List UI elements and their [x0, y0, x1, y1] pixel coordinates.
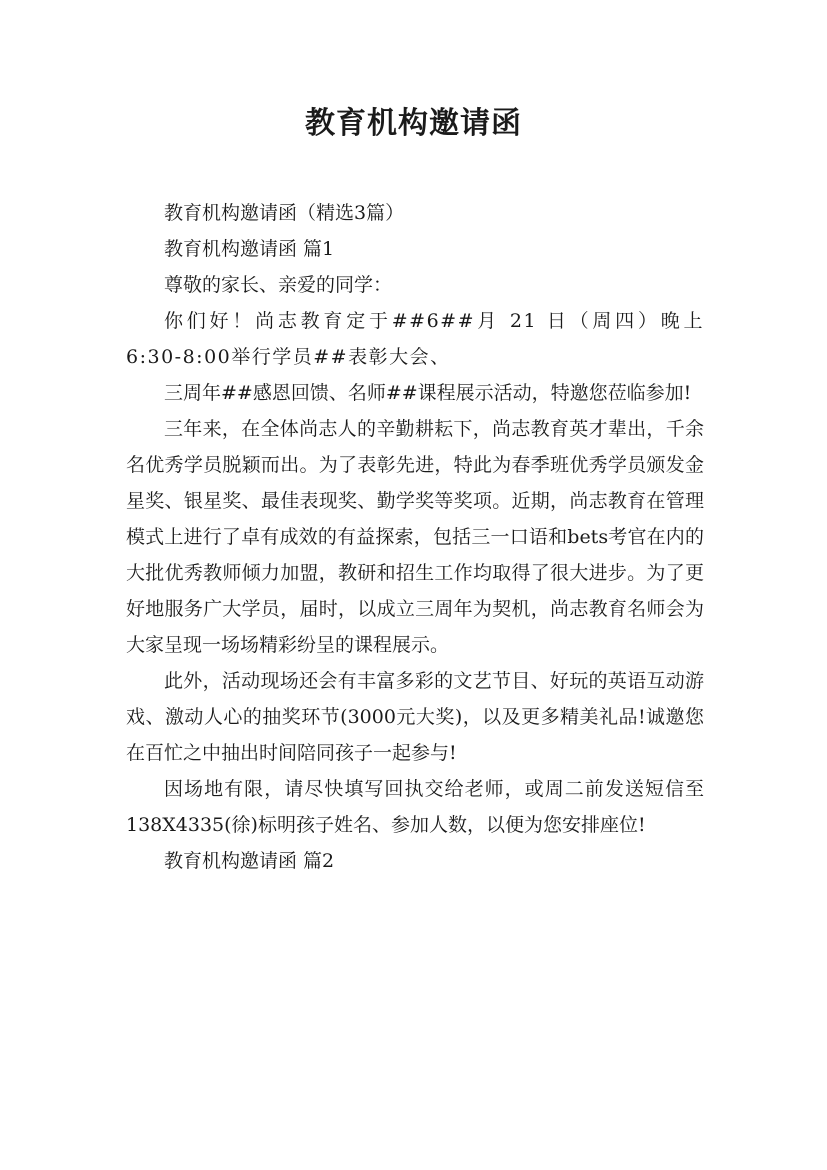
- paragraph-rsvp: 因场地有限，请尽快填写回执交给老师，或周二前发送短信至138X4335(徐)标明孩子姓名、参加人数，以便为您安排座位!: [126, 778, 704, 836]
- paragraph-event-invite: 三周年##感恩回馈、名师##课程展示活动，特邀您莅临参加!: [164, 382, 692, 404]
- section-heading-1: 教育机构邀请函 篇1: [164, 238, 335, 260]
- section-heading-2: 教育机构邀请函 篇2: [164, 850, 335, 872]
- document-body: [126, 195, 704, 879]
- paragraph-activities: 此外，活动现场还会有丰富多彩的文艺节目、好玩的英语互动游戏、激动人心的抽奖环节(3000元大奖)，以及更多精美礼品!诚邀您在百忙之中抽出时间陪同孩子一起参与!: [126, 670, 704, 764]
- paragraph-achievements: 三年来，在全体尚志人的辛勤耕耘下，尚志教育英才辈出，千余名优秀学员脱颖而出。为了表彰先进，特此为春季班优秀学员颁发金星奖、银星奖、最佳表现奖、勤学奖等奖项。近期，尚志教育在管理模式上进行了卓有成效的有益探索，包括三一口语和bets考官在内的大批优秀教师倾力加盟，教研和招生工作均取得了很大进步。为了更好地服务广大学员，届时，以成立三周年为契机，尚志教育名师会为大家呈现一场场精彩纷呈的课程展示。: [126, 418, 704, 656]
- page-title: 教育机构邀请函: [305, 106, 522, 141]
- paragraph-event-time: 你们好！尚志教育定于##6##月 21 日（周四）晚上 6:30-8:00举行学员##表彰大会、: [126, 310, 704, 368]
- collection-heading: 教育机构邀请函（精选3篇）: [164, 202, 405, 224]
- salutation: 尊敬的家长、亲爱的同学：: [164, 274, 393, 296]
